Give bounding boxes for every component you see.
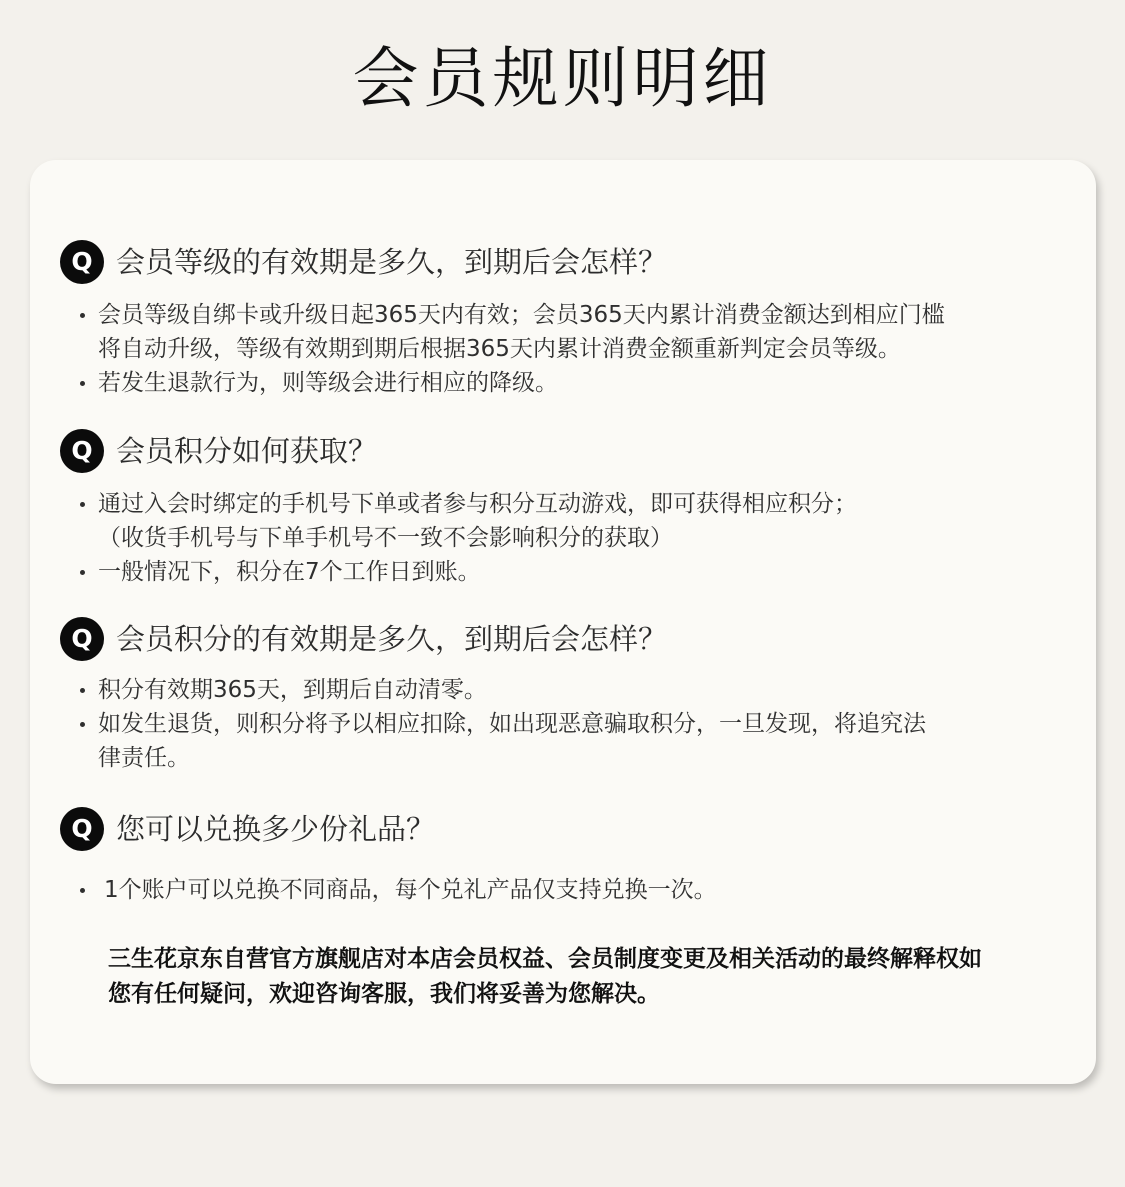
- faq-question: 会员积分如何获取？: [116, 434, 378, 468]
- bullet-dot-icon: [80, 722, 85, 727]
- q-badge-icon: Q: [60, 807, 104, 851]
- bullet-dot-icon: [80, 888, 85, 893]
- faq-answer-item: [60, 673, 1070, 707]
- faq-item-gift-redeem: [60, 807, 1070, 907]
- faq-question: 您可以兑换多少份礼品？: [116, 812, 436, 846]
- faq-question-row: [60, 617, 1070, 663]
- faq-answer-list: [60, 298, 1070, 400]
- faq-answer-list: [60, 673, 1070, 775]
- faq-answer-line: 一般情况下，积分在7个工作日到账。: [98, 559, 481, 585]
- page-title: 会员规则明细: [352, 40, 773, 117]
- q-badge-icon: Q: [60, 240, 104, 284]
- faq-question-row: [60, 429, 1070, 475]
- bullet-dot-icon: [80, 688, 85, 693]
- bullet-dot-icon: [80, 313, 85, 318]
- bullet-dot-icon: [80, 381, 85, 386]
- disclaimer-line: 您有任何疑问，欢迎咨询客服，我们将妥善为您解决。: [108, 981, 660, 1007]
- faq-answer-line: 如发生退货，则积分将予以相应扣除，如出现恶意骗取积分，一旦发现，将追究法: [98, 711, 926, 737]
- faq-answer-item: [60, 707, 1070, 775]
- faq-answer-item: [60, 298, 1070, 366]
- faq-card: [30, 160, 1096, 1084]
- faq-question: 会员等级的有效期是多久，到期后会怎样？: [116, 245, 668, 279]
- faq-answer-line: 会员等级自绑卡或升级日起365天内有效；会员365天内累计消费金额达到相应门槛: [98, 302, 945, 328]
- disclaimer-line: 三生花京东自营官方旗舰店对本店会员权益、会员制度变更及相关活动的最终解释权如: [108, 946, 982, 972]
- faq-item-validity-level: [60, 240, 1070, 400]
- q-badge-icon: Q: [60, 617, 104, 661]
- faq-answer-line: 通过入会时绑定的手机号下单或者参与积分互动游戏，即可获得相应积分；: [98, 491, 857, 517]
- faq-answer-line: 若发生退款行为，则等级会进行相应的降级。: [98, 370, 558, 396]
- faq-answer-list: [60, 487, 1070, 589]
- bullet-dot-icon: [80, 502, 85, 507]
- bullet-dot-icon: [80, 570, 85, 575]
- faq-answer-item: [60, 487, 1070, 555]
- disclaimer-note: [108, 942, 1068, 1012]
- faq-question-row: [60, 807, 1070, 853]
- faq-question: 会员积分的有效期是多久，到期后会怎样？: [116, 622, 668, 656]
- faq-question-row: [60, 240, 1070, 286]
- faq-item-points-earn: [60, 429, 1070, 589]
- faq-answer-list: [60, 873, 1070, 907]
- faq-answer-line: 1个账户可以兑换不同商品，每个兑礼产品仅支持兑换一次。: [104, 877, 717, 903]
- faq-answer-item: [60, 555, 1070, 589]
- faq-answer-item: [60, 873, 1070, 907]
- faq-answer-item: [60, 366, 1070, 400]
- faq-item-points-validity: [60, 617, 1070, 775]
- faq-answer-line: （收货手机号与下单手机号不一致不会影响积分的获取）: [98, 525, 673, 551]
- faq-answer-line: 积分有效期365天，到期后自动清零。: [98, 677, 487, 703]
- faq-answer-line: 律责任。: [98, 745, 190, 771]
- faq-answer-line: 将自动升级，等级有效期到期后根据365天内累计消费金额重新判定会员等级。: [98, 336, 901, 362]
- q-badge-icon: Q: [60, 429, 104, 473]
